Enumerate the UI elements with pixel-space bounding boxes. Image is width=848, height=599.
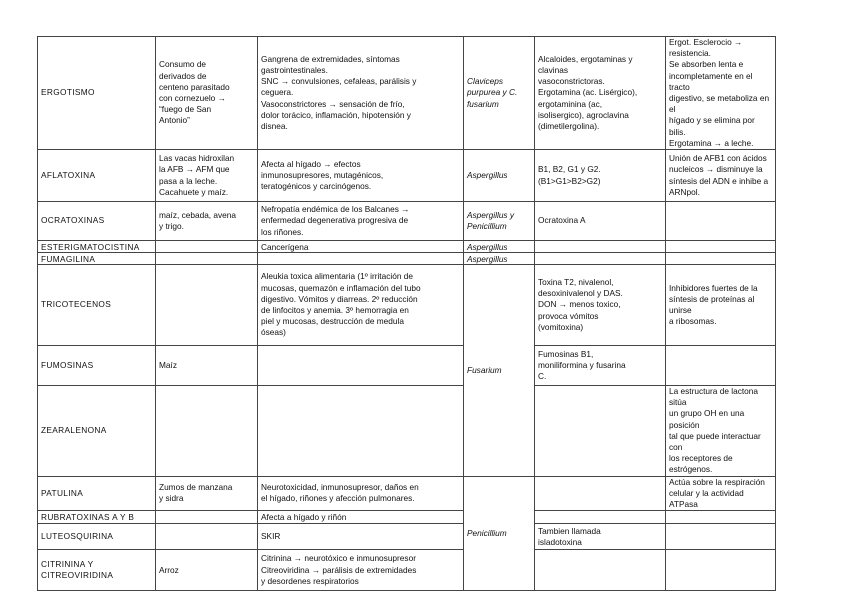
cell-line: inmunosupresores, mutagénicos, <box>261 169 384 180</box>
cell-line: SNC → convulsiones, cefaleas, parálisis y <box>261 76 417 87</box>
toxin-name: FUMAGILINA <box>38 253 156 265</box>
cell-line: (dimetilergolina). <box>538 121 600 132</box>
table-row <box>38 476 776 511</box>
source-cell <box>156 386 258 477</box>
table-row <box>38 37 776 150</box>
cell-line: (vomitoxina) <box>538 321 584 332</box>
cell-line: disnea. <box>261 121 288 132</box>
cell-line: Afecta al hígado → efectos <box>261 158 361 169</box>
cell-line: (B1>G1>B2>G2) <box>538 175 601 186</box>
table-row <box>38 202 776 241</box>
toxin-name: TRICOTECENOS <box>38 265 156 346</box>
effects-cell <box>258 253 464 265</box>
cell-line: “fuego de San <box>159 104 212 115</box>
cell-line: resistencia. <box>669 48 711 59</box>
source-cell <box>156 202 258 241</box>
table-row <box>38 386 776 477</box>
cell-line: maíz, cebada, avena <box>159 209 237 220</box>
compounds-cell <box>535 346 666 386</box>
organism-cell <box>464 202 535 241</box>
cell-line: purpurea y C. <box>467 87 518 98</box>
toxin-name: PATULINA <box>38 476 156 511</box>
notes-cell <box>666 37 776 150</box>
toxin-name: OCRATOXINAS <box>38 202 156 241</box>
cell-line: Ergot. Esclerocio → <box>669 37 743 47</box>
source-cell <box>156 476 258 511</box>
cell-line: hígado y se elimina por bilis. <box>669 115 755 137</box>
cell-line: Citrinina → neurotóxico e inmunosupresor <box>261 553 416 564</box>
compounds-cell <box>535 386 666 477</box>
cell-line: digestivo. Vómitos y diarreas. 2º reducción <box>261 293 418 304</box>
cell-line: vasoconstrictoras. <box>538 76 605 87</box>
cell-line: provoca vómitos <box>538 310 599 321</box>
compounds-cell <box>535 150 666 202</box>
cell-line: B1, B2, G1 y G2. <box>538 164 601 175</box>
cell-line: dolor torácico, inflamación, hipotensión y <box>261 109 411 120</box>
cell-line: mucosas, quemazón e inflamación del tubo <box>261 282 421 293</box>
toxin-name <box>38 550 156 591</box>
cell-line: isolisergico), agroclavina <box>538 109 629 120</box>
cell-line: óseas) <box>261 327 286 338</box>
cell-line: pasa a la leche. <box>159 175 218 186</box>
compounds-cell <box>535 476 666 511</box>
organism-cell: Aspergillus <box>464 150 535 202</box>
cell-line: Citreoviridina → parálisis de extremidades <box>261 564 417 575</box>
compounds-cell <box>535 511 666 524</box>
compounds-cell <box>535 37 666 150</box>
cell-line: incompletamente en el tracto <box>669 70 753 92</box>
toxin-name: ERGOTISMO <box>38 37 156 150</box>
cell-line: clavinas <box>538 65 568 75</box>
table-row <box>38 241 776 253</box>
effects-cell: SKIR <box>258 524 464 550</box>
cell-line: digestivo, se metaboliza en el <box>669 93 770 115</box>
organism-cell <box>464 37 535 150</box>
cell-line: y sidra <box>159 493 184 504</box>
cell-line: ceguera. <box>261 87 294 98</box>
table-row <box>38 550 776 591</box>
toxin-name: LUTEOSQUIRINA <box>38 524 156 550</box>
cell-line: teratogénicos y carcinógenos. <box>261 181 372 192</box>
effects-cell: Afecta a hígado y riñón <box>258 511 464 524</box>
source-cell <box>156 253 258 265</box>
notes-cell <box>666 346 776 386</box>
notes-cell <box>666 386 776 477</box>
cell-line: Alcaloides, ergotaminas y <box>538 53 633 64</box>
compounds-cell: Ocratoxina A <box>535 202 666 241</box>
cell-line: síntesis de proteínas al unirse <box>669 293 755 316</box>
effects-cell <box>258 386 464 477</box>
cell-line: Aleukia toxica alimentaria (1º irritación de <box>261 271 413 282</box>
cell-line: Tambien llamada <box>538 525 601 536</box>
cell-line: Se absorben lenta e <box>669 59 744 70</box>
cell-line: síntesis del ADN e inhibe a <box>669 175 769 186</box>
effects-cell: Cancerígena <box>258 241 464 253</box>
source-cell <box>156 37 258 150</box>
cell-line: y trigo. <box>159 221 184 232</box>
table-row <box>38 346 776 386</box>
cell-line: Fumosinas B1, <box>538 348 594 359</box>
cell-line: Unión de AFB1 con ácidos <box>669 153 767 164</box>
effects-cell <box>258 476 464 511</box>
cell-line: desoxinivalenol y DAS. <box>538 288 623 299</box>
source-cell: Arroz <box>156 550 258 591</box>
effects-cell <box>258 150 464 202</box>
cell-line: Vasoconstrictores → sensación de frío, <box>261 98 405 109</box>
cell-line: Ergotamina (ac. Lisérgico), <box>538 87 638 98</box>
source-cell <box>156 265 258 346</box>
cell-line: C. <box>538 371 547 382</box>
cell-line: Ergotamina → a leche. <box>669 137 754 148</box>
cell-line: celular y la actividad ATPasa <box>669 487 744 510</box>
cell-line: Actúa sobre la respiración <box>669 476 765 487</box>
organism-cell-penicillium: Penicillium <box>464 476 535 591</box>
source-cell <box>156 524 258 550</box>
compounds-cell <box>535 524 666 550</box>
cell-line: isladotoxina <box>538 536 582 547</box>
compounds-cell <box>535 253 666 265</box>
notes-cell <box>666 150 776 202</box>
notes-cell <box>666 265 776 346</box>
table-row <box>38 150 776 202</box>
cell-line: nucleicos → disminuye la <box>669 164 763 175</box>
organism-cell: Aspergillus <box>464 241 535 253</box>
cell-line: Inhibidores fuertes de la <box>669 282 758 293</box>
toxin-name: FUMOSINAS <box>38 346 156 386</box>
source-cell <box>156 241 258 253</box>
cell-line: Consumo de <box>159 59 207 70</box>
cell-line: moniliformina y fusarina <box>538 359 626 370</box>
cell-line: fusarium <box>467 98 499 109</box>
notes-cell <box>666 241 776 253</box>
cell-line: centeno parasitado <box>159 81 230 92</box>
cell-line: los receptores de estrógenos. <box>669 453 733 475</box>
cell-line: gastrointestinales. <box>261 65 328 75</box>
notes-cell <box>666 550 776 591</box>
cell-line: Penicillium <box>467 221 507 232</box>
effects-cell <box>258 37 464 150</box>
cell-line: Neurotoxicidad, inmunosupresor, daños en <box>261 482 419 493</box>
cell-line: CITRININA Y <box>41 559 94 570</box>
cell-line: Cacahuete y maíz. <box>159 186 229 197</box>
cell-line: el hígado, riñones y afección pulmonares. <box>261 493 415 504</box>
organism-cell: Aspergillus <box>464 253 535 265</box>
table-row <box>38 253 776 265</box>
cell-line: Zumos de manzana <box>159 482 233 493</box>
compounds-cell <box>535 241 666 253</box>
cell-line: un grupo OH en una posición <box>669 408 745 430</box>
toxin-name: RUBRATOXINAS A Y B <box>38 511 156 524</box>
toxin-name: ESTERIGMATOCISTINA <box>38 241 156 253</box>
compounds-cell <box>535 265 666 346</box>
compounds-cell <box>535 550 666 591</box>
cell-line: Nefropatía endémica de los Balcanes → <box>261 204 410 215</box>
cell-line: CITREOVIRIDINA <box>41 570 114 581</box>
notes-cell <box>666 511 776 524</box>
cell-line: los riñones. <box>261 226 304 237</box>
source-cell: Maíz <box>156 346 258 386</box>
cell-line: y desordenes respiratorios <box>261 575 359 586</box>
toxin-name: AFLATOXINA <box>38 150 156 202</box>
cell-line: Toxina T2, nivalenol, <box>538 277 614 288</box>
notes-cell <box>666 524 776 550</box>
cell-line: Antonio” <box>159 115 190 126</box>
cell-line: Aspergillus y <box>467 209 515 220</box>
cell-line: la AFB → AFM que <box>159 164 230 175</box>
cell-line: La estructura de lactona sitúa <box>669 386 759 408</box>
table-row <box>38 511 776 524</box>
cell-line: derivados de <box>159 70 207 81</box>
cell-line: de linfocitos y anemia. 3º hemorragia en <box>261 305 409 316</box>
notes-cell <box>666 253 776 265</box>
cell-line: piel y mucosas, destrucción de medula <box>261 316 404 327</box>
notes-cell <box>666 476 776 511</box>
table-row <box>38 265 776 346</box>
toxin-name: ZEARALENONA <box>38 386 156 477</box>
cell-line: enfermedad degenerativa progresiva de <box>261 215 409 226</box>
effects-cell <box>258 346 464 386</box>
mycotoxin-table <box>37 36 776 591</box>
cell-line: Las vacas hidroxilan <box>159 153 235 164</box>
cell-line: DON → menos toxico, <box>538 299 621 310</box>
source-cell <box>156 511 258 524</box>
cell-line: Claviceps <box>467 76 503 87</box>
cell-line: tal que puede interactuar con <box>669 430 761 453</box>
cell-line: a ribosomas. <box>669 316 717 327</box>
table-row <box>38 524 776 550</box>
cell-line: ARNpol. <box>669 186 700 197</box>
effects-cell <box>258 265 464 346</box>
source-cell <box>156 150 258 202</box>
effects-cell <box>258 202 464 241</box>
cell-line: Gangrena de extremidades, síntomas <box>261 53 400 64</box>
cell-line: ergotaminina (ac, <box>538 98 603 109</box>
organism-cell-fusarium: Fusarium <box>464 265 535 477</box>
effects-cell <box>258 550 464 591</box>
cell-line: con cornezuelo → <box>159 93 226 104</box>
notes-cell <box>666 202 776 241</box>
